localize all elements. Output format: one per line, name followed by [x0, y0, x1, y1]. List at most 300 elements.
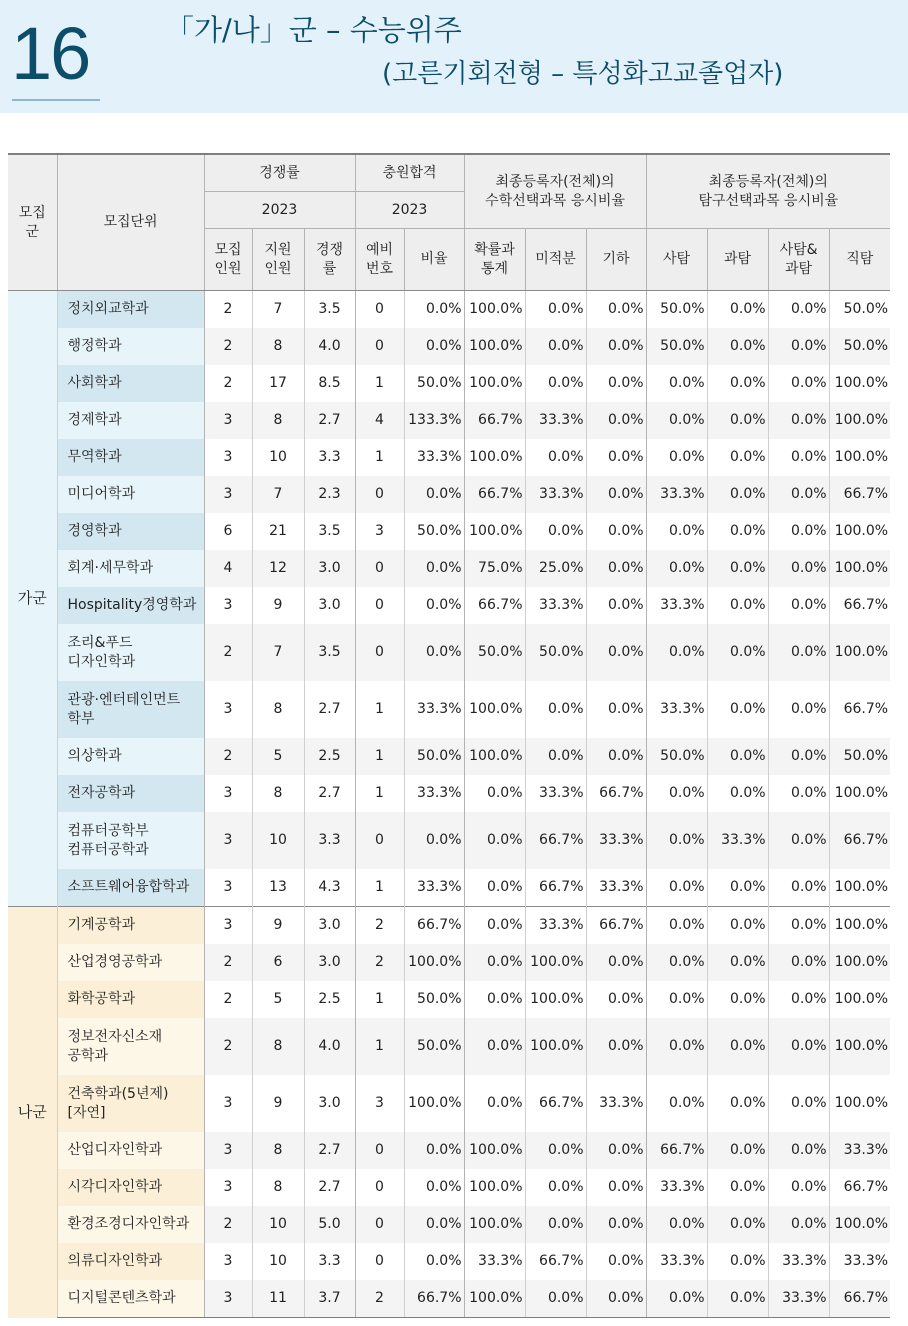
- table-row: [8, 328, 890, 365]
- value-cell: 0.0%: [707, 869, 768, 907]
- table-body: [8, 291, 890, 1318]
- value-cell: 0.0%: [525, 328, 586, 365]
- table-row: [8, 981, 890, 1018]
- subheader-cell: 직탐: [829, 229, 890, 291]
- value-cell: 0: [355, 1132, 404, 1169]
- value-cell: 0.0%: [707, 681, 768, 738]
- value-cell: 50.0%: [646, 328, 707, 365]
- value-cell: 0.0%: [768, 1018, 829, 1075]
- value-cell: 0: [355, 1206, 404, 1243]
- value-cell: 4: [355, 402, 404, 439]
- value-cell: 13: [252, 869, 304, 907]
- value-cell: 0.0%: [768, 1132, 829, 1169]
- table-row: [8, 944, 890, 981]
- value-cell: 1: [355, 981, 404, 1018]
- subheader-cell: 미적분: [525, 229, 586, 291]
- value-cell: 3.3: [304, 439, 355, 476]
- value-cell: 0.0%: [707, 944, 768, 981]
- value-cell: 7: [252, 624, 304, 681]
- value-cell: 75.0%: [464, 550, 525, 587]
- value-cell: 21: [252, 513, 304, 550]
- value-cell: 0.0%: [525, 513, 586, 550]
- value-cell: 66.7%: [464, 476, 525, 513]
- value-cell: 33.3%: [525, 476, 586, 513]
- value-cell: 66.7%: [829, 1169, 890, 1206]
- value-cell: 3: [204, 587, 252, 624]
- unit-name: 의류디자인학과: [57, 1243, 204, 1280]
- value-cell: 0.0%: [707, 402, 768, 439]
- value-cell: 66.7%: [829, 812, 890, 869]
- subheader-cell: 사탐: [646, 229, 707, 291]
- value-cell: 3.3: [304, 1243, 355, 1280]
- value-cell: 0.0%: [525, 738, 586, 775]
- value-cell: 0.0%: [768, 550, 829, 587]
- page-number: 16: [11, 12, 90, 95]
- unit-name: 미디어학과: [57, 476, 204, 513]
- value-cell: 1: [355, 738, 404, 775]
- value-cell: 66.7%: [525, 1243, 586, 1280]
- value-cell: 11: [252, 1280, 304, 1318]
- value-cell: 1: [355, 1018, 404, 1075]
- value-cell: 100.0%: [829, 1018, 890, 1075]
- value-cell: 100.0%: [829, 1075, 890, 1132]
- table-row: [8, 1132, 890, 1169]
- value-cell: 3: [204, 869, 252, 907]
- value-cell: 0.0%: [707, 738, 768, 775]
- unit-name: 환경조경디자인학과: [57, 1206, 204, 1243]
- value-cell: 66.7%: [586, 907, 646, 945]
- value-cell: 1: [355, 869, 404, 907]
- value-cell: 0.0%: [707, 476, 768, 513]
- value-cell: 100.0%: [464, 439, 525, 476]
- value-cell: 0.0%: [768, 476, 829, 513]
- value-cell: 0.0%: [586, 738, 646, 775]
- table-row: [8, 738, 890, 775]
- value-cell: 8: [252, 1132, 304, 1169]
- value-cell: 3: [355, 1075, 404, 1132]
- unit-name: 사회학과: [57, 365, 204, 402]
- value-cell: 3: [204, 402, 252, 439]
- table-row: [8, 812, 890, 869]
- unit-name: 건축학과(5년제) [자연]: [57, 1075, 204, 1132]
- value-cell: 0.0%: [646, 513, 707, 550]
- value-cell: 0.0%: [768, 812, 829, 869]
- value-cell: 66.7%: [525, 812, 586, 869]
- table-row: [8, 1243, 890, 1280]
- value-cell: 3: [204, 1280, 252, 1318]
- value-cell: 2.7: [304, 775, 355, 812]
- value-cell: 100.0%: [829, 775, 890, 812]
- unit-name: 의상학과: [57, 738, 204, 775]
- value-cell: 3.5: [304, 624, 355, 681]
- value-cell: 9: [252, 1075, 304, 1132]
- value-cell: 100.0%: [829, 944, 890, 981]
- value-cell: 0.0%: [768, 738, 829, 775]
- value-cell: 0.0%: [707, 550, 768, 587]
- value-cell: 100.0%: [829, 365, 890, 402]
- value-cell: 9: [252, 907, 304, 945]
- value-cell: 2.3: [304, 476, 355, 513]
- value-cell: 133.3%: [404, 402, 464, 439]
- value-cell: 3.0: [304, 907, 355, 945]
- value-cell: 33.3%: [404, 439, 464, 476]
- value-cell: 66.7%: [404, 1280, 464, 1318]
- value-cell: 2: [355, 1280, 404, 1318]
- value-cell: 3.0: [304, 587, 355, 624]
- value-cell: 50.0%: [829, 291, 890, 329]
- value-cell: 0.0%: [707, 1243, 768, 1280]
- value-cell: 0.0%: [768, 944, 829, 981]
- value-cell: 0.0%: [707, 1075, 768, 1132]
- unit-name: 전자공학과: [57, 775, 204, 812]
- value-cell: 33.3%: [586, 869, 646, 907]
- unit-name: 시각디자인학과: [57, 1169, 204, 1206]
- value-cell: 0.0%: [404, 328, 464, 365]
- value-cell: 100.0%: [829, 981, 890, 1018]
- table-row: [8, 869, 890, 907]
- value-cell: 5.0: [304, 1206, 355, 1243]
- value-cell: 2: [204, 738, 252, 775]
- value-cell: 33.3%: [525, 402, 586, 439]
- value-cell: 100.0%: [464, 513, 525, 550]
- admission-results-table: [8, 153, 890, 1318]
- table-row: [8, 513, 890, 550]
- value-cell: 0.0%: [586, 439, 646, 476]
- value-cell: 100.0%: [464, 328, 525, 365]
- value-cell: 100.0%: [464, 738, 525, 775]
- value-cell: 0: [355, 587, 404, 624]
- table-row: [8, 1075, 890, 1132]
- value-cell: 2.7: [304, 1132, 355, 1169]
- unit-name: 조리&푸드 디자인학과: [57, 624, 204, 681]
- value-cell: 0: [355, 812, 404, 869]
- value-cell: 0.0%: [525, 365, 586, 402]
- table-row: [8, 775, 890, 812]
- value-cell: 2: [204, 981, 252, 1018]
- unit-name: 디지털콘텐츠학과: [57, 1280, 204, 1318]
- value-cell: 0.0%: [586, 981, 646, 1018]
- value-cell: 100.0%: [829, 402, 890, 439]
- value-cell: 4.0: [304, 328, 355, 365]
- value-cell: 50.0%: [404, 365, 464, 402]
- value-cell: 0.0%: [768, 1169, 829, 1206]
- unit-name: 회계·세무학과: [57, 550, 204, 587]
- value-cell: 0.0%: [586, 291, 646, 329]
- value-cell: 2: [204, 1018, 252, 1075]
- group-label: 나군: [8, 907, 57, 1318]
- value-cell: 2.7: [304, 681, 355, 738]
- value-cell: 3: [204, 1169, 252, 1206]
- col-group: 모집 군: [8, 154, 57, 291]
- value-cell: 0.0%: [586, 1132, 646, 1169]
- value-cell: 100.0%: [464, 1132, 525, 1169]
- value-cell: 0.0%: [464, 981, 525, 1018]
- value-cell: 10: [252, 1206, 304, 1243]
- value-cell: 0.0%: [525, 291, 586, 329]
- value-cell: 1: [355, 775, 404, 812]
- subheader-cell: 기하: [586, 229, 646, 291]
- value-cell: 0.0%: [646, 907, 707, 945]
- value-cell: 0.0%: [707, 1132, 768, 1169]
- value-cell: 6: [204, 513, 252, 550]
- value-cell: 0.0%: [586, 402, 646, 439]
- value-cell: 33.3%: [404, 775, 464, 812]
- unit-name: 화학공학과: [57, 981, 204, 1018]
- value-cell: 0.0%: [768, 1075, 829, 1132]
- value-cell: 0.0%: [768, 775, 829, 812]
- value-cell: 0.0%: [464, 812, 525, 869]
- col-math-ratio: 최종등록자(전체)의 수학선택과목 응시비율: [464, 154, 646, 229]
- value-cell: 0.0%: [707, 1018, 768, 1075]
- value-cell: 33.3%: [525, 775, 586, 812]
- value-cell: 0.0%: [646, 981, 707, 1018]
- value-cell: 100.0%: [525, 981, 586, 1018]
- value-cell: 33.3%: [404, 681, 464, 738]
- value-cell: 5: [252, 738, 304, 775]
- table-row: [8, 1280, 890, 1318]
- value-cell: 100.0%: [404, 1075, 464, 1132]
- value-cell: 0: [355, 550, 404, 587]
- value-cell: 0.0%: [586, 587, 646, 624]
- value-cell: 1: [355, 365, 404, 402]
- value-cell: 0.0%: [464, 1075, 525, 1132]
- value-cell: 3.3: [304, 812, 355, 869]
- value-cell: 0.0%: [768, 365, 829, 402]
- value-cell: 3.0: [304, 1075, 355, 1132]
- value-cell: 0.0%: [707, 907, 768, 945]
- value-cell: 0.0%: [586, 1243, 646, 1280]
- value-cell: 3: [204, 476, 252, 513]
- value-cell: 0.0%: [768, 328, 829, 365]
- value-cell: 3.0: [304, 550, 355, 587]
- subheader-cell: 과탐: [707, 229, 768, 291]
- table-row: [8, 1169, 890, 1206]
- unit-name: 산업디자인학과: [57, 1132, 204, 1169]
- value-cell: 0.0%: [707, 981, 768, 1018]
- value-cell: 4.3: [304, 869, 355, 907]
- unit-name: 소프트웨어융합학과: [57, 869, 204, 907]
- unit-name: 정보전자신소재 공학과: [57, 1018, 204, 1075]
- subheader-cell: 지원 인원: [252, 229, 304, 291]
- table-row: [8, 1018, 890, 1075]
- value-cell: 0.0%: [707, 775, 768, 812]
- table-row: [8, 402, 890, 439]
- value-cell: 66.7%: [525, 869, 586, 907]
- value-cell: 0.0%: [525, 439, 586, 476]
- value-cell: 3.0: [304, 944, 355, 981]
- value-cell: 0.0%: [586, 681, 646, 738]
- value-cell: 0.0%: [768, 513, 829, 550]
- value-cell: 0.0%: [646, 775, 707, 812]
- unit-name: 무역학과: [57, 439, 204, 476]
- table-row: [8, 624, 890, 681]
- value-cell: 7: [252, 291, 304, 329]
- value-cell: 0.0%: [525, 1132, 586, 1169]
- value-cell: 0.0%: [464, 869, 525, 907]
- value-cell: 0: [355, 476, 404, 513]
- value-cell: 2: [204, 291, 252, 329]
- value-cell: 0.0%: [646, 1206, 707, 1243]
- value-cell: 12: [252, 550, 304, 587]
- value-cell: 1: [355, 439, 404, 476]
- value-cell: 0.0%: [768, 439, 829, 476]
- value-cell: 1: [355, 681, 404, 738]
- value-cell: 100.0%: [829, 513, 890, 550]
- value-cell: 0.0%: [464, 907, 525, 945]
- value-cell: 33.3%: [586, 1075, 646, 1132]
- value-cell: 66.7%: [464, 402, 525, 439]
- value-cell: 8: [252, 402, 304, 439]
- value-cell: 0.0%: [646, 869, 707, 907]
- value-cell: 0.0%: [404, 624, 464, 681]
- value-cell: 3: [204, 1132, 252, 1169]
- value-cell: 50.0%: [829, 738, 890, 775]
- table-row: [8, 587, 890, 624]
- value-cell: 100.0%: [464, 1280, 525, 1318]
- value-cell: 0.0%: [404, 291, 464, 329]
- value-cell: 0.0%: [707, 587, 768, 624]
- value-cell: 3.5: [304, 513, 355, 550]
- value-cell: 3: [204, 775, 252, 812]
- value-cell: 0.0%: [586, 328, 646, 365]
- subheader-cell: 확률과 통계: [464, 229, 525, 291]
- value-cell: 100.0%: [829, 907, 890, 945]
- value-cell: 50.0%: [404, 981, 464, 1018]
- value-cell: 3: [355, 513, 404, 550]
- value-cell: 100.0%: [464, 291, 525, 329]
- value-cell: 0.0%: [525, 1280, 586, 1318]
- value-cell: 0.0%: [464, 944, 525, 981]
- value-cell: 33.3%: [525, 587, 586, 624]
- value-cell: 2: [355, 944, 404, 981]
- value-cell: 50.0%: [829, 328, 890, 365]
- value-cell: 10: [252, 439, 304, 476]
- value-cell: 8: [252, 681, 304, 738]
- unit-name: 정치외교학과: [57, 291, 204, 329]
- value-cell: 2: [204, 944, 252, 981]
- value-cell: 4: [204, 550, 252, 587]
- value-cell: 100.0%: [525, 1018, 586, 1075]
- value-cell: 66.7%: [646, 1132, 707, 1169]
- value-cell: 0.0%: [646, 944, 707, 981]
- value-cell: 50.0%: [525, 624, 586, 681]
- value-cell: 33.3%: [646, 681, 707, 738]
- value-cell: 0.0%: [404, 550, 464, 587]
- value-cell: 0.0%: [707, 328, 768, 365]
- value-cell: 3: [204, 907, 252, 945]
- table-row: [8, 439, 890, 476]
- value-cell: 33.3%: [404, 869, 464, 907]
- page-title: 「가/나」군 – 수능위주: [165, 13, 462, 47]
- subheader-cell: 모집 인원: [204, 229, 252, 291]
- value-cell: 5: [252, 981, 304, 1018]
- table-row: [8, 550, 890, 587]
- value-cell: 0.0%: [404, 476, 464, 513]
- value-cell: 0.0%: [646, 365, 707, 402]
- value-cell: 50.0%: [404, 738, 464, 775]
- value-cell: 0.0%: [707, 1280, 768, 1318]
- value-cell: 3: [204, 681, 252, 738]
- unit-name: 경제학과: [57, 402, 204, 439]
- value-cell: 0.0%: [586, 1018, 646, 1075]
- value-cell: 66.7%: [586, 775, 646, 812]
- value-cell: 9: [252, 587, 304, 624]
- value-cell: 33.3%: [646, 1243, 707, 1280]
- value-cell: 50.0%: [646, 738, 707, 775]
- value-cell: 0.0%: [707, 1169, 768, 1206]
- value-cell: 66.7%: [829, 587, 890, 624]
- value-cell: 50.0%: [404, 1018, 464, 1075]
- value-cell: 0.0%: [646, 624, 707, 681]
- value-cell: 33.3%: [829, 1132, 890, 1169]
- value-cell: 2: [204, 624, 252, 681]
- value-cell: 100.0%: [464, 681, 525, 738]
- value-cell: 8: [252, 1169, 304, 1206]
- value-cell: 2: [355, 907, 404, 945]
- value-cell: 0.0%: [586, 1206, 646, 1243]
- value-cell: 8.5: [304, 365, 355, 402]
- value-cell: 0.0%: [646, 550, 707, 587]
- value-cell: 33.3%: [768, 1243, 829, 1280]
- value-cell: 8: [252, 775, 304, 812]
- unit-name: 경영학과: [57, 513, 204, 550]
- value-cell: 66.7%: [525, 1075, 586, 1132]
- subheader-cell: 사탐& 과탐: [768, 229, 829, 291]
- value-cell: 0.0%: [404, 1132, 464, 1169]
- value-cell: 0.0%: [404, 812, 464, 869]
- unit-name: Hospitality경영학과: [57, 587, 204, 624]
- value-cell: 33.3%: [464, 1243, 525, 1280]
- table-head: [8, 154, 890, 291]
- table-row: [8, 1206, 890, 1243]
- value-cell: 0.0%: [464, 775, 525, 812]
- unit-name: 행정학과: [57, 328, 204, 365]
- value-cell: 0.0%: [768, 869, 829, 907]
- value-cell: 25.0%: [525, 550, 586, 587]
- value-cell: 0.0%: [768, 981, 829, 1018]
- value-cell: 3.5: [304, 291, 355, 329]
- value-cell: 6: [252, 944, 304, 981]
- value-cell: 2.7: [304, 402, 355, 439]
- value-cell: 2.5: [304, 738, 355, 775]
- table-row: [8, 476, 890, 513]
- value-cell: 0.0%: [586, 1169, 646, 1206]
- value-cell: 0.0%: [768, 624, 829, 681]
- value-cell: 0.0%: [525, 1206, 586, 1243]
- value-cell: 2.7: [304, 1169, 355, 1206]
- value-cell: 50.0%: [464, 624, 525, 681]
- unit-name: 컴퓨터공학부 컴퓨터공학과: [57, 812, 204, 869]
- value-cell: 10: [252, 812, 304, 869]
- value-cell: 0.0%: [707, 291, 768, 329]
- value-cell: 0.0%: [646, 439, 707, 476]
- value-cell: 100.0%: [829, 550, 890, 587]
- value-cell: 0.0%: [646, 402, 707, 439]
- value-cell: 0.0%: [707, 624, 768, 681]
- value-cell: 3: [204, 439, 252, 476]
- col-competition: 경쟁률: [204, 154, 355, 192]
- col-inquiry-ratio: 최종등록자(전체)의 탐구선택과목 응시비율: [646, 154, 890, 229]
- unit-name: 기계공학과: [57, 907, 204, 945]
- value-cell: 66.7%: [464, 587, 525, 624]
- value-cell: 0.0%: [768, 1206, 829, 1243]
- value-cell: 0.0%: [707, 1206, 768, 1243]
- value-cell: 66.7%: [404, 907, 464, 945]
- col-supplementary: 충원합격: [355, 154, 464, 192]
- value-cell: 33.3%: [707, 812, 768, 869]
- value-cell: 0.0%: [768, 681, 829, 738]
- value-cell: 50.0%: [404, 513, 464, 550]
